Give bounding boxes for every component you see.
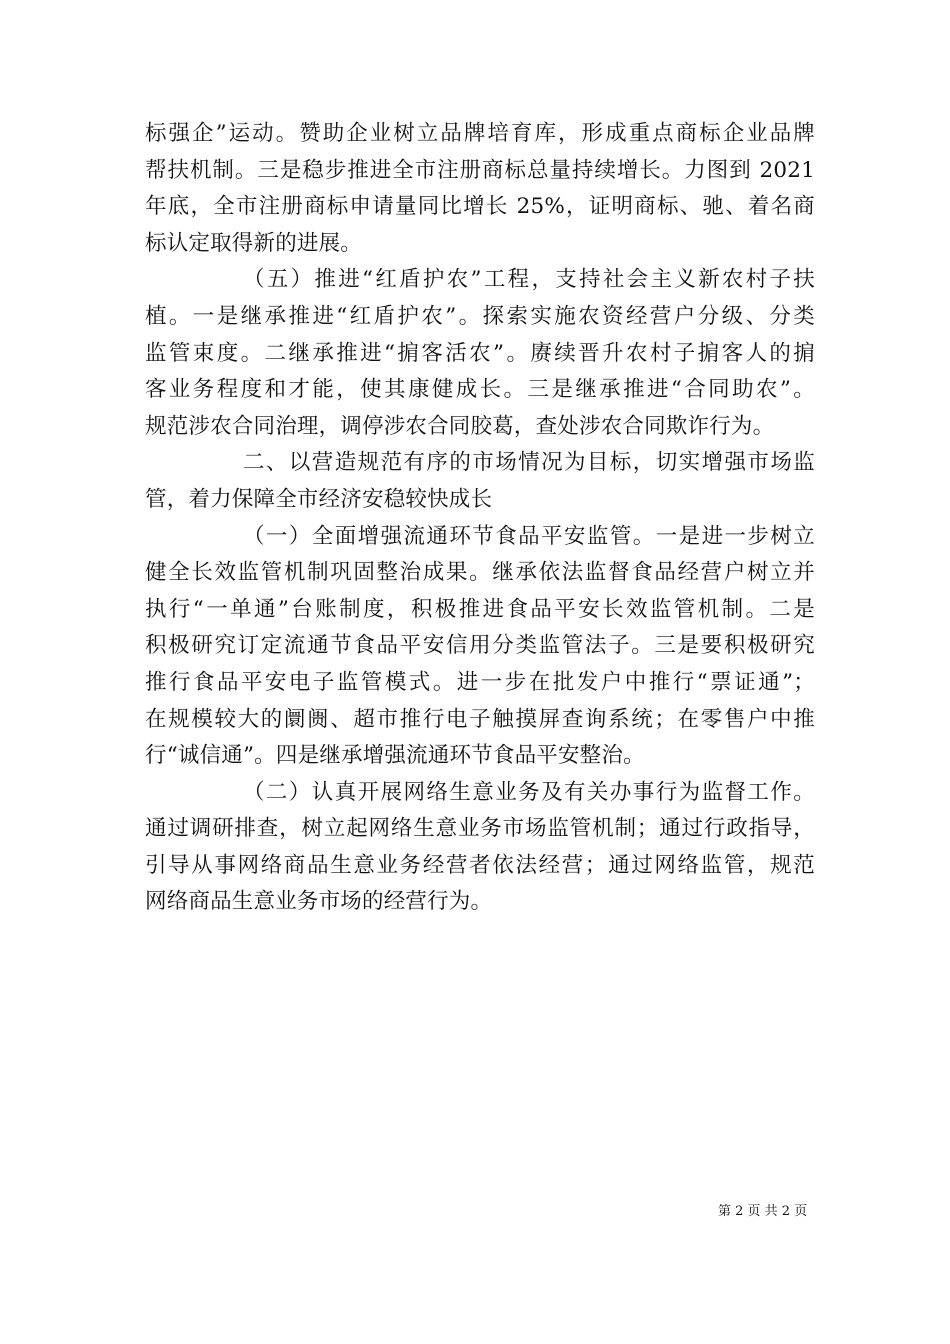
text-line: 网络商品生意业务市场的经营行为。 [145, 889, 493, 915]
document-body [145, 116, 815, 921]
text-line: （二）认真开展网络生意业务及有关办事行为监督工作。 [243, 779, 815, 805]
text-line: 健全长效监管机制巩固整治成果。继承依法监督食品经营户树立并 [145, 560, 815, 586]
text-line: 通过调研排查，树立起网络生意业务市场监管机制；通过行政指导， [145, 816, 815, 842]
text-line: （五）推进“红盾护农”工程，支持社会主义新农村子扶 [243, 267, 815, 293]
text-line: 年底，全市注册商标申请量同比增长 25%，证明商标、驰、着名商 [145, 194, 815, 220]
text-line: 引导从事网络商品生意业务经营者依法经营；通过网络监管，规范 [145, 852, 815, 878]
section-heading: 管，着力保障全市经济安稳较快成长 [145, 486, 493, 512]
text-line: 积极研究订定流通节食品平安信用分类监管法子。三是要积极研究 [145, 633, 815, 659]
text-line: 监管束度。二继承推进“掮客活农”。赓续晋升农村子掮客人的掮 [145, 340, 815, 366]
text-line: 在规模较大的阛阓、超市推行电子触摸屏查询系统；在零售户中推 [145, 706, 815, 732]
page-number: 第 2 页 共 2 页 [718, 1204, 808, 1219]
section-heading: 二、以营造规范有序的市场情况为目标，切实增强市场监 [243, 450, 815, 476]
text-line: 行“诚信通”。四是继承增强流通环节食品平安整治。 [145, 743, 645, 769]
text-line: 推行食品平安电子监管模式。进一步在批发户中推行“票证通”； [145, 669, 815, 695]
text-line: 规范涉农合同治理，调停涉农合同胶葛，查处涉农合同欺诈行为。 [145, 413, 775, 439]
text-line: 植。一是继承推进“红盾护农”。探索实施农资经营户分级、分类 [145, 303, 815, 329]
text-line: 客业务程度和才能，使其康健成长。三是继承推进“合同助农”。 [145, 377, 815, 403]
text-line: （一）全面增强流通环节食品平安监管。一是进一步树立 [243, 523, 815, 549]
text-line: 标认定取得新的进展。 [145, 230, 363, 256]
text-line: 执行“一单通”台账制度，积极推进食品平安长效监管机制。二是 [145, 596, 815, 622]
text-line: 帮扶机制。三是稳步推进全市注册商标总量持续增长。力图到 2021 [145, 157, 815, 183]
text-line: 标强企”运动。赞助企业树立品牌培育库，形成重点商标企业品牌 [145, 121, 815, 146]
